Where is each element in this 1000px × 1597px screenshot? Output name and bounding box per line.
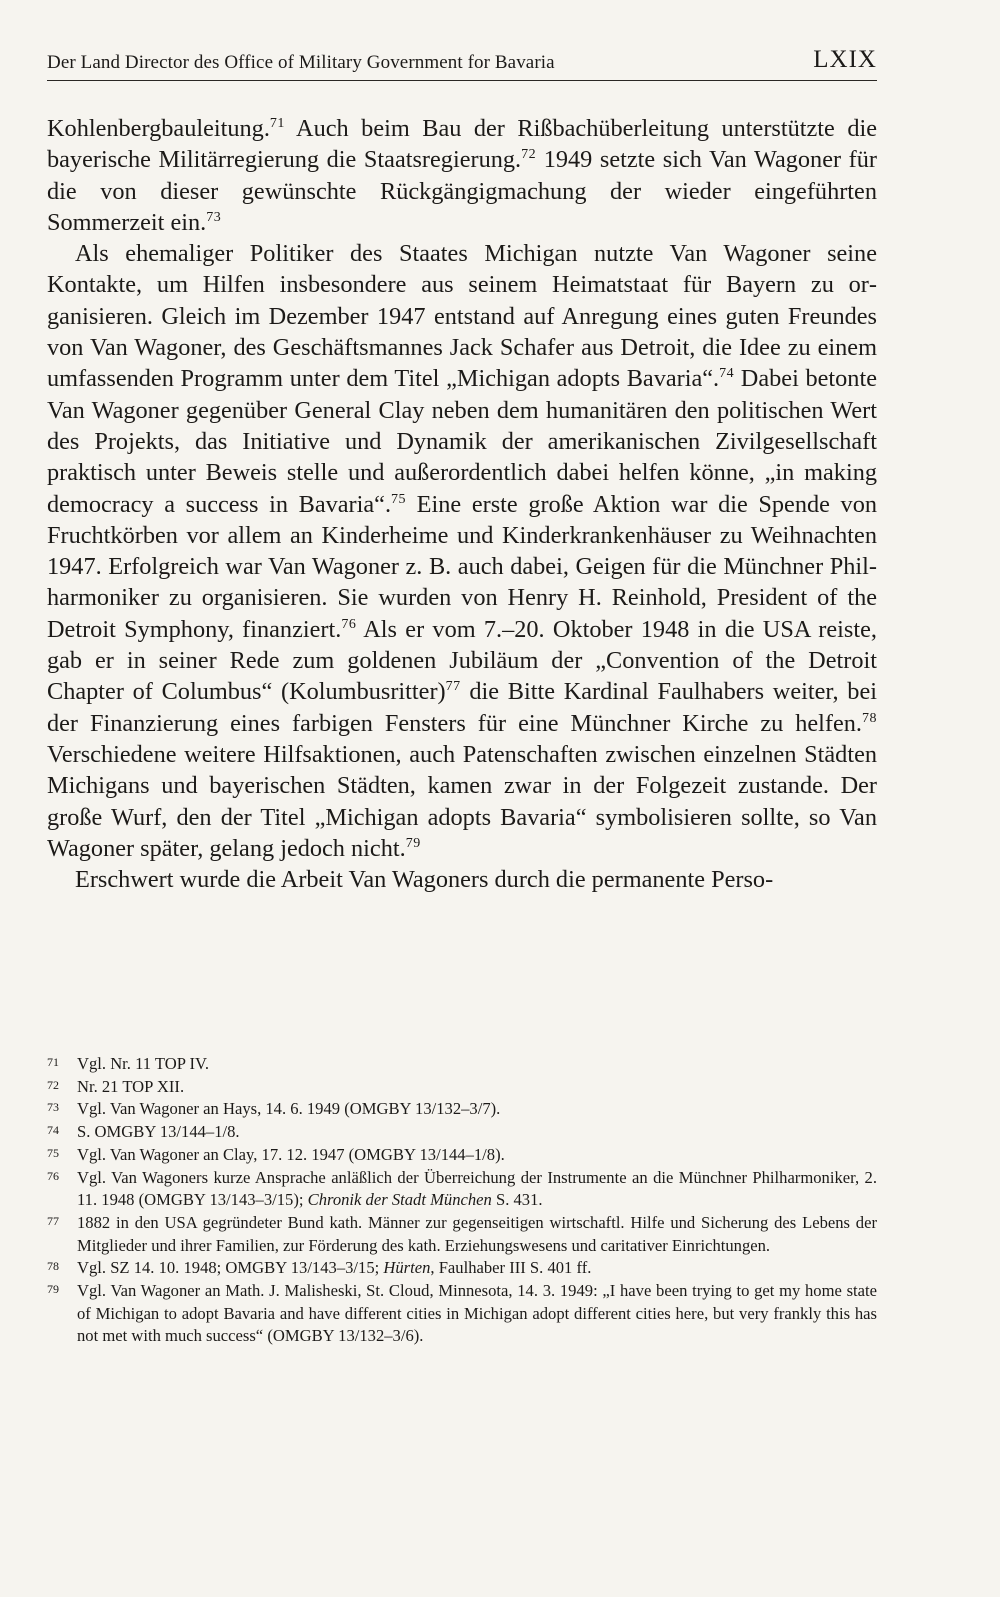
paragraph-2-text-b: Dabei betonte Van Wagoner gegenüber General Clay neben dem humanitären den politischen Wert des Projekts, das Initiative und Dynamik der amerikanischen Zivilgesellschaft praktisch unter Beweis stelle und außerordentlich dabei helfen könne, „in making democracy a success in Bavaria“. bbox=[47, 365, 877, 518]
footnote-ref-74: 74 bbox=[719, 366, 735, 382]
footnote-73 bbox=[47, 1098, 877, 1121]
footnote-number: 72 bbox=[47, 1077, 59, 1092]
paragraph-2-text-e: die Bitte Kardinal Faulhabers weiter, bei der Finanzierung eines farbigen Fensters für eine Münchner Kirche zu helfen. bbox=[47, 678, 877, 737]
footnote-77 bbox=[47, 1212, 877, 1257]
main-text bbox=[47, 113, 877, 895]
footnote-number: 78 bbox=[47, 1259, 59, 1274]
footnote-74 bbox=[47, 1121, 877, 1144]
footnote-71 bbox=[47, 1053, 877, 1076]
footnote-ref-73: 73 bbox=[206, 209, 222, 225]
footnote-text-b: , Faulhaber III S. 401 ff. bbox=[430, 1258, 592, 1278]
footnotes bbox=[47, 1053, 877, 1348]
paragraph-2-text-d: Als er vom 7.–20. Oktober 1948 in die USA reiste, gab er in seiner Rede zum goldenen Jubiläum der „Convention of the Detroit Chapter of Columbus“ (Kolumbusritter) bbox=[47, 615, 877, 706]
footnote-text: Vgl. Van Wagoner an Math. J. Malisheski, St. Cloud, Minnesota, 14. 3. 1949: „I have been trying to get my home state of Michigan to adopt Bavaria and have different cities in Michigan adopt different cities here, but very frankly this has not met with much success“ (OMGBY 13/132–3/6). bbox=[77, 1281, 877, 1346]
footnote-italic-title: Chronik der Stadt München bbox=[307, 1190, 492, 1210]
footnote-75 bbox=[47, 1144, 877, 1167]
running-head-title: Der Land Director des Office of Military Government for Bavaria bbox=[47, 52, 555, 73]
footnote-ref-75: 75 bbox=[391, 491, 407, 507]
paragraph-2 bbox=[47, 238, 877, 864]
footnote-text-b: S. 431. bbox=[491, 1190, 543, 1210]
footnote-text-a: Vgl. SZ 14. 10. 1948; OMGBY 13/143–3/15; bbox=[77, 1258, 384, 1278]
footnote-number: 74 bbox=[47, 1123, 59, 1138]
footnote-ref-78: 78 bbox=[862, 710, 877, 726]
footnote-72 bbox=[47, 1076, 877, 1099]
footnote-ref-79: 79 bbox=[405, 835, 421, 851]
page-number: LXIX bbox=[813, 46, 877, 73]
footnote-number: 75 bbox=[47, 1145, 59, 1160]
footnote-text: Nr. 21 TOP XII. bbox=[77, 1076, 185, 1096]
footnote-text: S. OMGBY 13/144–1/8. bbox=[77, 1122, 240, 1142]
footnote-78 bbox=[47, 1257, 877, 1280]
paragraph-1-text-c: 1949 setzte sich Van Wagoner für die von dieser gewünschte Rückgängigmachung der wieder eingeführten Sommerzeit ein. bbox=[47, 146, 877, 236]
paragraph-1-text-a: Kohlenbergbauleitung. bbox=[47, 115, 270, 142]
paragraph-3-text-a: Erschwert wurde die Arbeit Van Wagoners durch die permanente Perso- bbox=[75, 866, 774, 894]
footnote-text: Vgl. Van Wagoner an Clay, 17. 12. 1947 (OMGBY 13/144–1/8). bbox=[77, 1144, 505, 1164]
footnote-number: 77 bbox=[47, 1213, 59, 1228]
footnote-text-a: Vgl. Van Wagoners kurze Ansprache anläßlich der Überreichung der Instrumente an die Münchner Philharmoniker, 2. 11. 1948 (OMGBY 13/143–3/15); bbox=[77, 1167, 877, 1210]
paragraph-2-text-f: Verschiedene weitere Hilfsaktionen, auch Patenschaften zwischen einzelnen Städten Michigans und bayerischen Städten, kamen zwar in der Folgezeit zustande. Der große Wurf, den der Titel „Michigan adopts Bavaria“ symbolisieren sollte, so Van Wagoner später, gelang jedoch nicht. bbox=[47, 740, 877, 862]
paragraph-2-text-c: Eine erste große Aktion war die Spende von Fruchtkörben vor allem an Kinderheime und Kinderkrankenhäuser zu Weihnachten 1947. Erfolgreich war Van Wagoner z. B. auch dabei, Geigen für die Münchner Philharmoniker zu organisieren. Sie wurden von Henry H. Reinhold, President of the Detroit Symphony, finanziert. bbox=[47, 490, 877, 643]
footnote-text: 1882 in den USA gegründeter Bund kath. Männer zur gegenseitigen wirtschaftl. Hilfe und Sicherung des Lebens der Mitglieder und ihrer Familien, zur Förderung des kath. Erziehungswesens und caritativer Einrichtungen. bbox=[77, 1212, 877, 1255]
footnote-ref-72: 72 bbox=[521, 147, 537, 163]
footnote-number: 71 bbox=[47, 1055, 59, 1069]
book-page bbox=[47, 0, 877, 1597]
paragraph-3 bbox=[47, 864, 877, 895]
footnote-italic-author: Hürten bbox=[383, 1258, 431, 1278]
paragraph-1 bbox=[47, 113, 877, 238]
footnote-79 bbox=[47, 1280, 877, 1348]
running-head bbox=[47, 46, 877, 81]
footnote-text: Vgl. Nr. 11 TOP IV. bbox=[77, 1054, 210, 1073]
footnote-number: 73 bbox=[47, 1100, 59, 1115]
footnote-76 bbox=[47, 1167, 877, 1212]
footnote-text: Vgl. Van Wagoner an Hays, 14. 6. 1949 (OMGBY 13/132–3/7). bbox=[77, 1099, 501, 1119]
footnote-number: 76 bbox=[47, 1168, 59, 1183]
footnote-ref-77: 77 bbox=[445, 679, 461, 695]
footnote-number: 79 bbox=[47, 1282, 59, 1297]
footnote-ref-76: 76 bbox=[341, 616, 357, 632]
footnote-ref-71: 71 bbox=[269, 116, 285, 131]
paragraph-1-text-b: Auch beim Bau der Rißbachüberleitung unterstützte die bayerische Militärregierung die Staatsregierung. bbox=[47, 115, 877, 174]
paragraph-2-text-a: Als ehemaliger Politiker des Staates Michigan nutzte Van Wagoner seine Kontakte, um Hilfen insbesondere aus seinem Heimatstaat für Bayern zu organisieren. Gleich im Dezember 1947 entstand auf Anregung eines guten Freundes von Van Wagoner, des Geschäftsmannes Jack Schafer aus Detroit, die Idee zu einem umfassenden Programm unter dem Titel „Michigan adopts Bavaria“. bbox=[47, 240, 877, 393]
